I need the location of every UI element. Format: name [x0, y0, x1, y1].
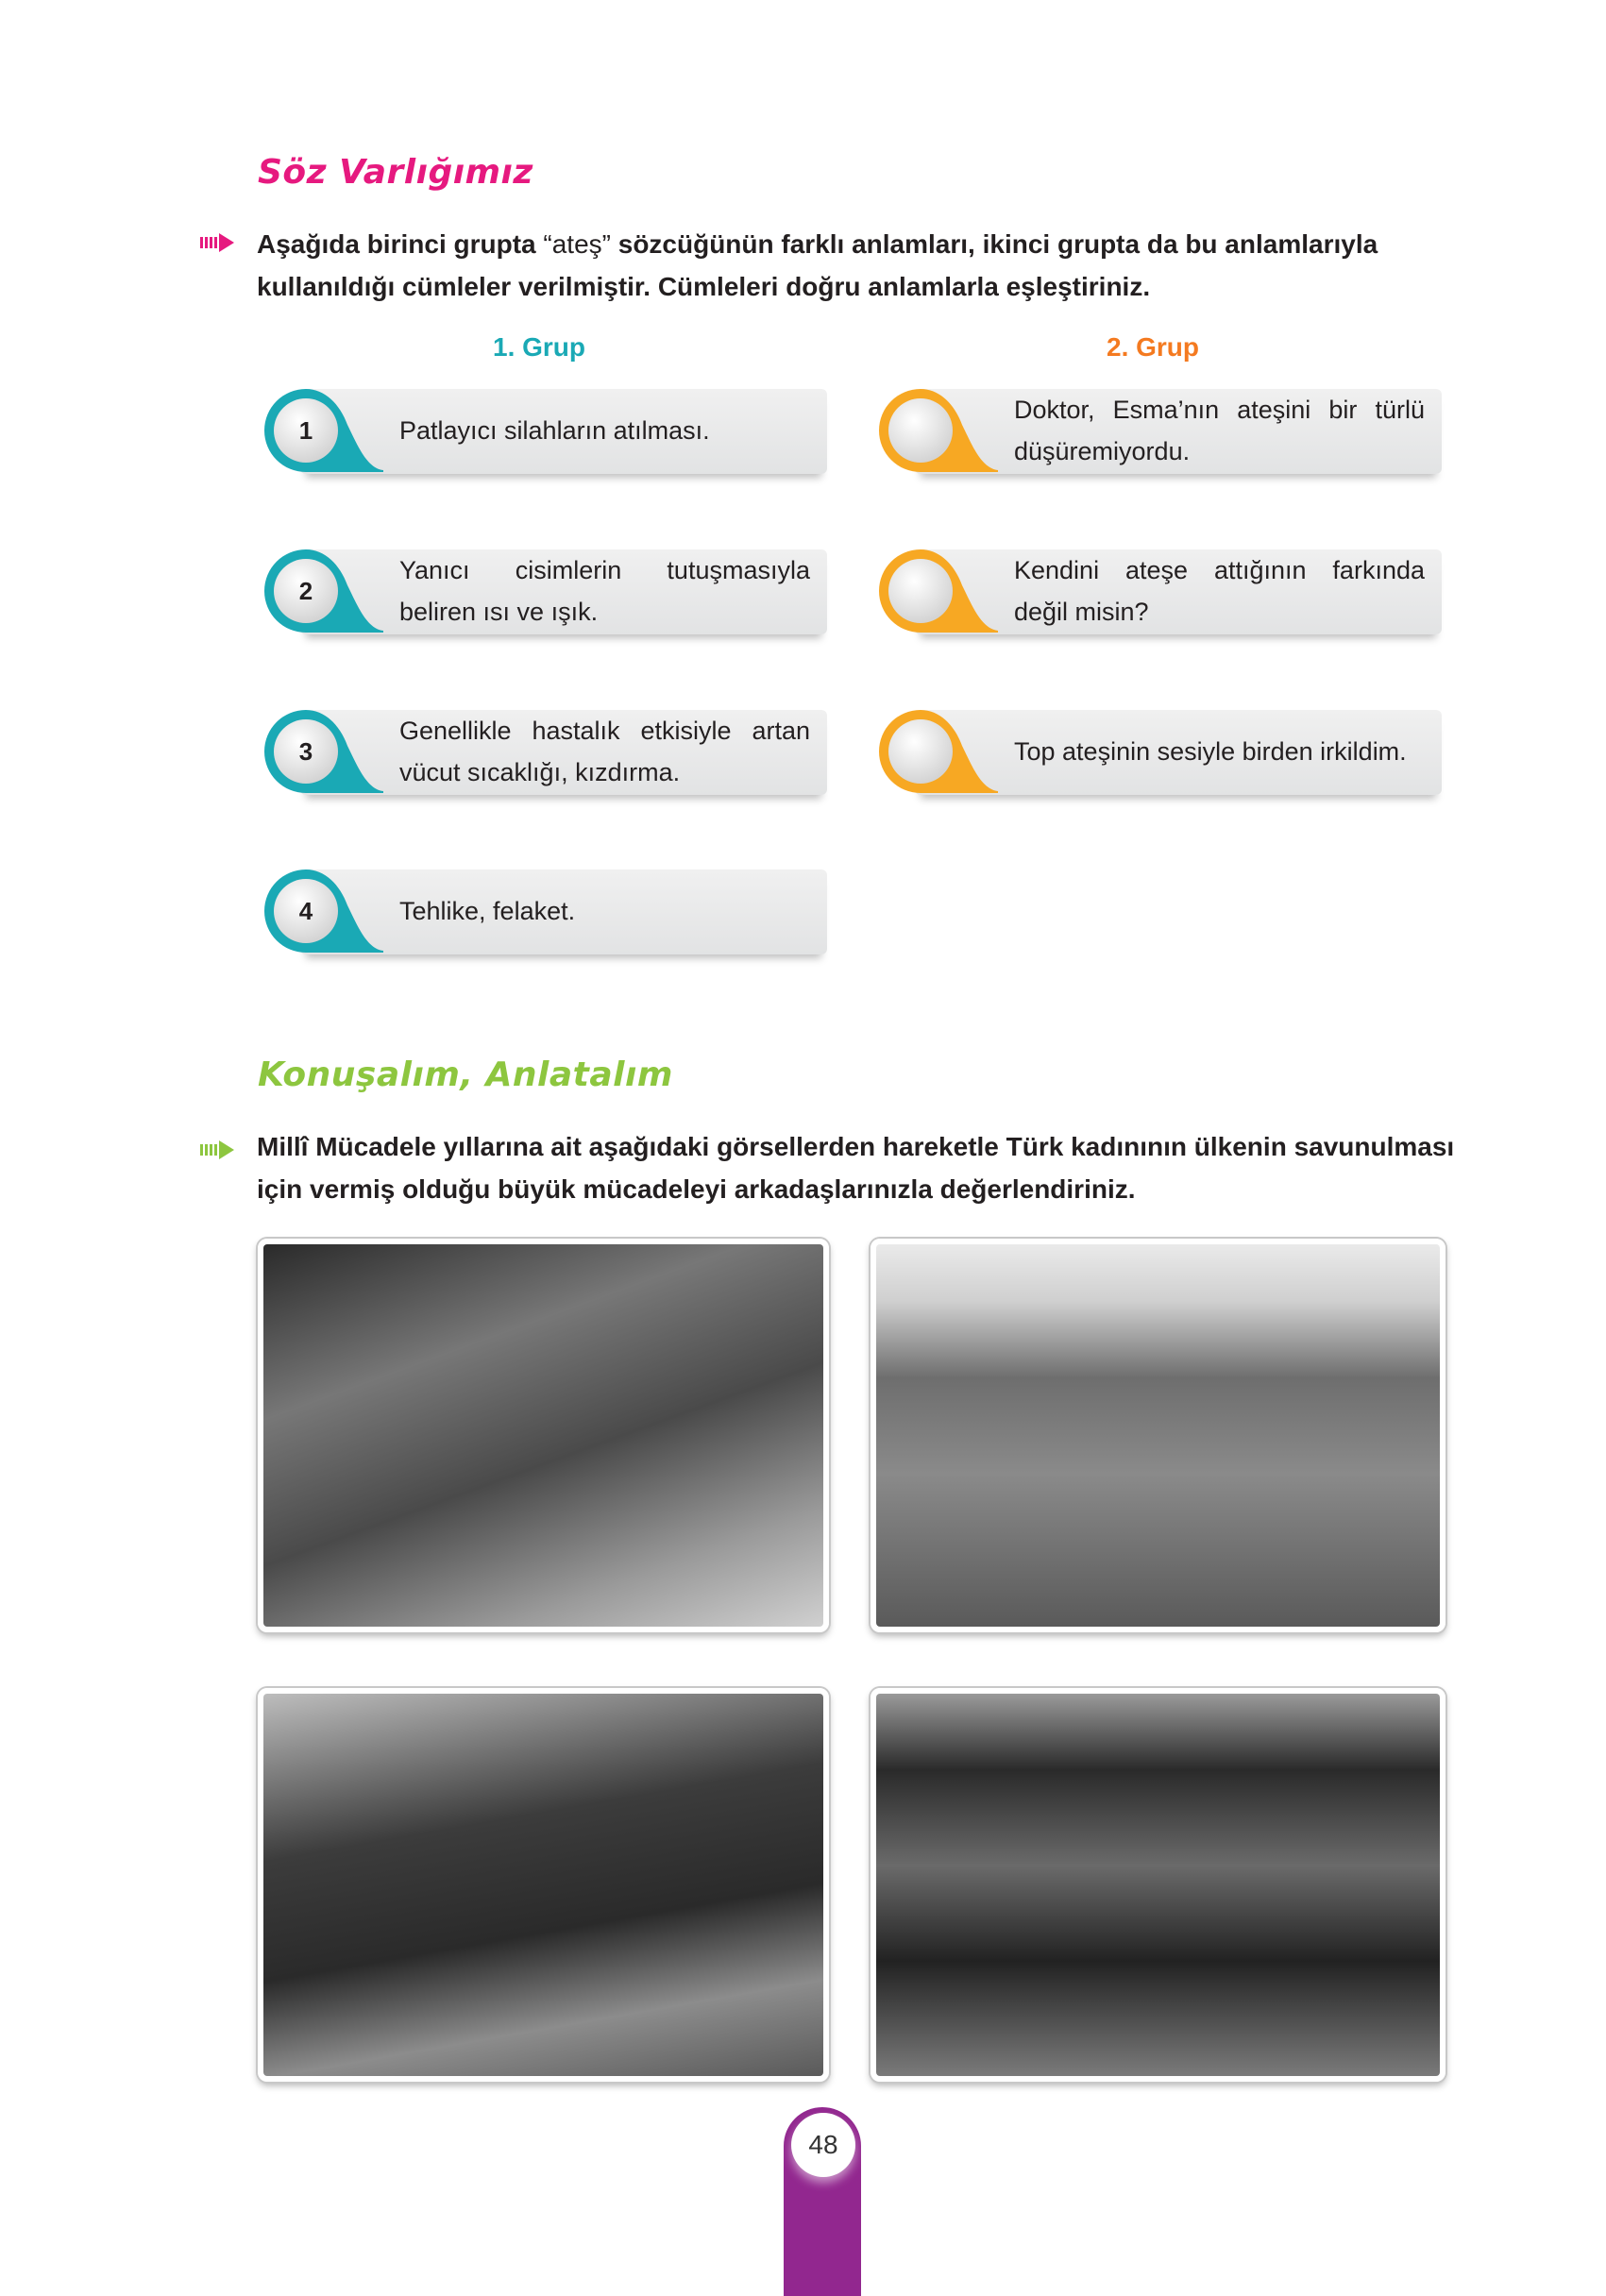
sentence-card-3 [877, 708, 1442, 795]
group1-label: 1. Grup [493, 332, 586, 362]
meaning-card-4 [262, 868, 827, 954]
instruction-text [257, 223, 1456, 308]
badge-icon [877, 548, 1000, 634]
card-text: Tehlike, felaket. [399, 897, 576, 925]
card-text: Doktor, Esma’nın ateşini bir türlü düşüremiyordu. [1014, 396, 1425, 465]
instruction-text-2: Millî Mücadele yıllarına ait aşağıdaki görsellerden hareketle Türk kadınının ülkenin savunulması için vermiş olduğu büyük mücadeleyi arkadaşlarınızla değerlendiriniz. [257, 1132, 1455, 1204]
badge-icon [877, 387, 1000, 474]
meaning-card-2 [262, 548, 827, 634]
meaning-card-3 [262, 708, 827, 795]
badge-icon [877, 708, 1000, 795]
group2-label: 2. Grup [1107, 332, 1200, 362]
photo-women-in-workshop [258, 1688, 829, 2082]
card-text: Yanıcı cisimlerin tutuşmasıyla beliren ısı ve ışık. [399, 556, 810, 626]
instruction-word: “ateş” [543, 229, 611, 259]
card-number: 1 [298, 416, 313, 445]
instruction-part: Aşağıda birinci grupta [257, 229, 544, 259]
section-title-konusalim: Konuşalım, Anlatalım [258, 1055, 673, 1094]
arrow-bullet-icon [200, 231, 238, 254]
card-text: Kendini ateşe attığının farkında değil misin? [1014, 556, 1425, 626]
sentence-card-1 [877, 387, 1442, 474]
photo-women-carrying-ammunition [871, 1239, 1445, 1632]
section-title-soz-varligimiz: Söz Varlığımız [258, 153, 533, 192]
instruction-part: sözcüğünün farklı anlamları, ikinci grupta da bu anlamlarıyla kullanıldığı cümleler verilmiştir. Cümleleri doğru anlamlarla eşleştiriniz. [257, 229, 1378, 301]
photo-armed-group [871, 1688, 1445, 2082]
card-number: 4 [298, 897, 313, 925]
page-number: 48 [791, 2113, 855, 2177]
meaning-card-1 [262, 387, 827, 474]
arrow-bullet-icon [200, 1139, 238, 1161]
card-text: Top ateşinin sesiyle birden irkildim. [1014, 737, 1407, 766]
card-text: Patlayıcı silahların atılması. [399, 416, 710, 445]
card-number: 3 [298, 737, 313, 766]
photo-women-with-oxcart [258, 1239, 829, 1632]
card-text: Genellikle hastalık etkisiyle artan vücut sıcaklığı, kızdırma. [399, 717, 810, 786]
card-number: 2 [298, 577, 313, 605]
sentence-card-2 [877, 548, 1442, 634]
